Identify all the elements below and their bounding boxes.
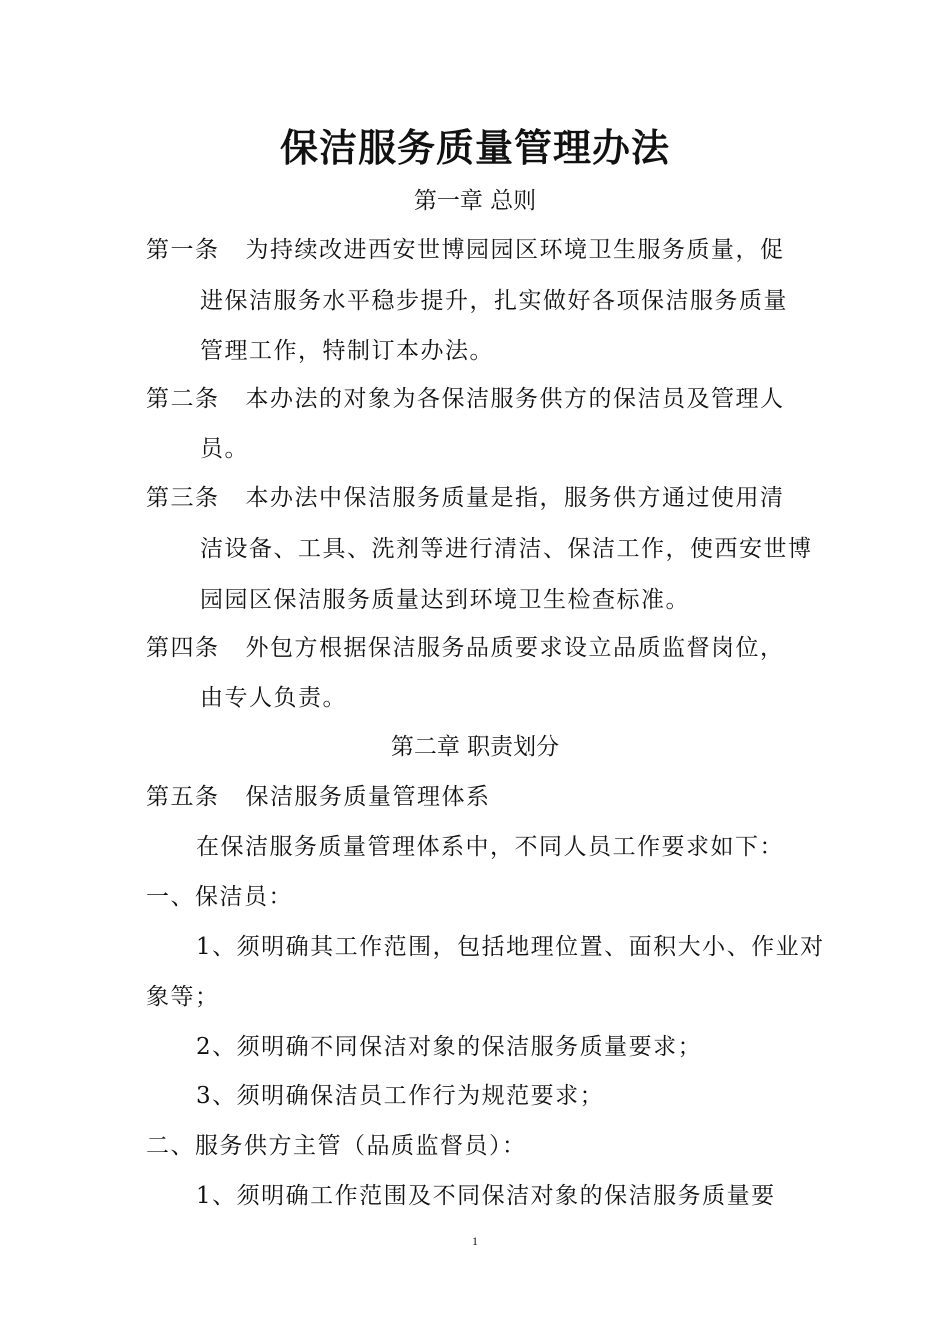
article-3-text: 本办法中保洁服务质量是指，服务供方通过使用清 (245, 485, 785, 511)
article-1-line-1 (146, 234, 785, 266)
article-4-label: 第四条 (146, 635, 220, 661)
article-1-label: 第一条 (146, 237, 220, 263)
section-2-item-1-line-1: 1、须明确工作范围及不同保洁对象的保洁服务质量要 (196, 1183, 776, 1209)
article-3-line-1 (146, 482, 785, 514)
article-4-line-2: 由专人负责。 (200, 685, 347, 711)
section-1-heading: 一、保洁员： (146, 884, 293, 910)
page-number: 1 (472, 1234, 478, 1248)
section-1-item-1-line-2: 象等； (146, 984, 220, 1010)
article-4-line-1 (146, 632, 785, 664)
article-4-text: 外包方根据保洁服务品质要求设立品质监督岗位， (245, 635, 785, 661)
article-1-line-2: 进保洁服务水平稳步提升，扎实做好各项保洁服务质量 (200, 288, 788, 314)
article-2-text: 本办法的对象为各保洁服务供方的保洁员及管理人 (245, 386, 785, 412)
article-5-text: 保洁服务质量管理体系 (245, 784, 491, 810)
body-intro: 在保洁服务质量管理体系中，不同人员工作要求如下： (196, 834, 784, 860)
article-2-line-1 (146, 383, 785, 415)
article-5-label: 第五条 (146, 784, 220, 810)
article-3-label: 第三条 (146, 485, 220, 511)
article-1-line-3: 管理工作，特制订本办法。 (200, 338, 494, 364)
chapter-heading-1: 第一章 总则 (413, 188, 537, 214)
article-2-label: 第二条 (146, 386, 220, 412)
document-title: 保洁服务质量管理办法 (279, 125, 670, 170)
article-2-line-2: 员。 (200, 436, 249, 462)
chapter-heading-2: 第二章 职责划分 (390, 734, 560, 760)
section-1-item-3: 3、须明确保洁员工作行为规范要求； (196, 1083, 605, 1109)
article-1-text: 为持续改进西安世博园园区环境卫生服务质量，促 (245, 237, 785, 263)
section-1-item-2: 2、须明确不同保洁对象的保洁服务质量要求； (196, 1034, 703, 1060)
article-3-line-2: 洁设备、工具、洗剂等进行清洁、保洁工作，使西安世博 (200, 536, 813, 562)
section-2-heading: 二、服务供方主管（品质监督员）： (146, 1133, 527, 1159)
section-1-item-1-line-1: 1、须明确其工作范围，包括地理位置、面积大小、作业对 (196, 934, 825, 960)
article-5-line-1 (146, 781, 491, 813)
article-3-line-3: 园园区保洁服务质量达到环境卫生检查标准。 (200, 587, 690, 613)
